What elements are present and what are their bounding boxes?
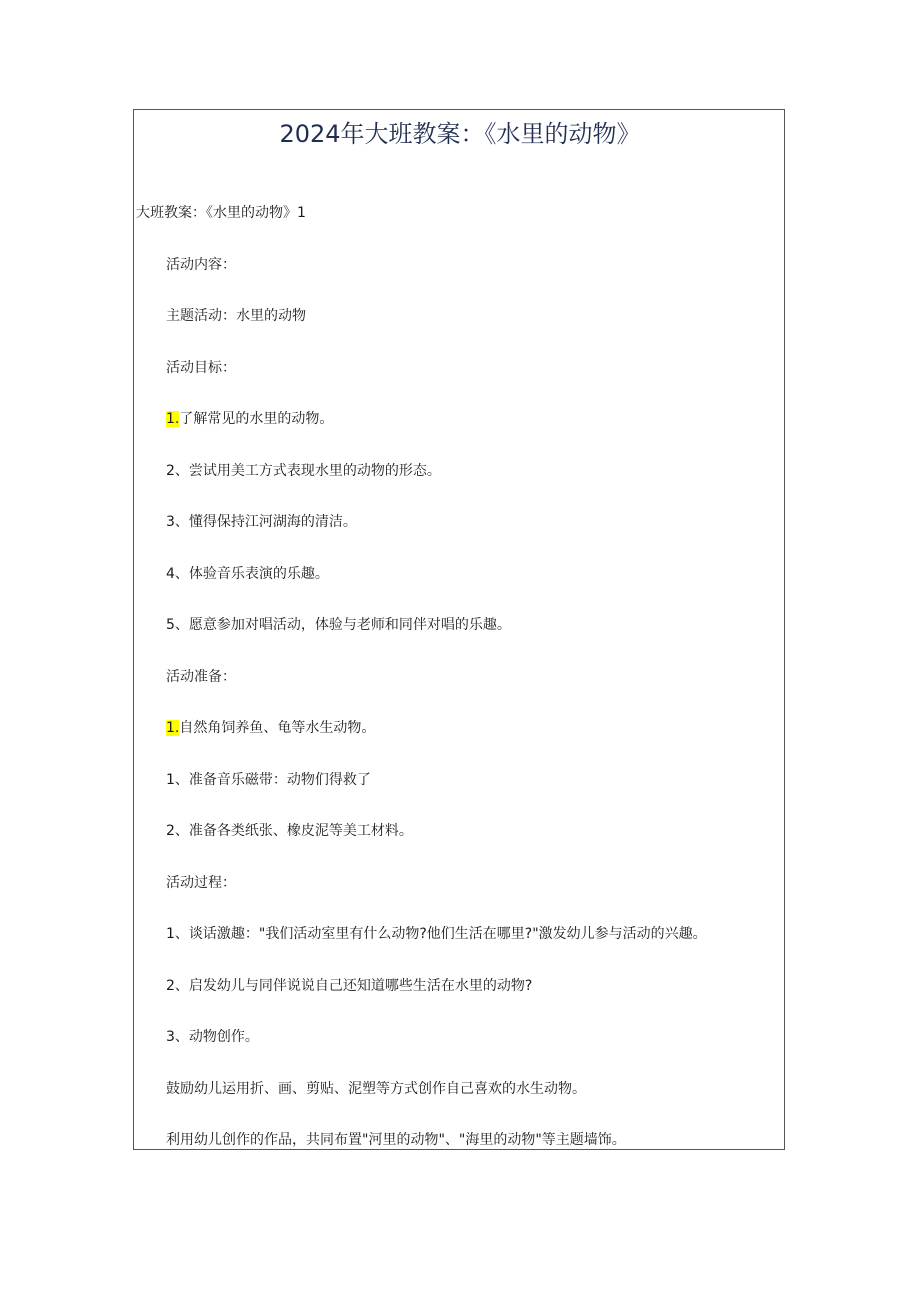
section-heading: 大班教案：《水里的动物》1 — [136, 205, 306, 221]
paragraph-line: 活动内容： — [166, 257, 236, 273]
paragraph-line: 活动过程： — [166, 875, 236, 891]
list-item — [166, 718, 375, 738]
paragraph-line: 鼓励幼儿运用折、画、剪贴、泥塑等方式创作自己喜欢的水生动物。 — [166, 1081, 586, 1097]
list-item — [166, 409, 333, 429]
paragraph-line: 活动准备： — [166, 669, 236, 685]
list-item-text: 了解常见的水里的动物。 — [179, 411, 334, 427]
highlighted-list-marker: 1. — [166, 720, 180, 736]
list-item: 1、准备音乐磁带：动物们得救了 — [166, 772, 371, 788]
list-item: 4、体验音乐表演的乐趣。 — [166, 566, 329, 582]
list-item: 3、动物创作。 — [166, 1029, 259, 1045]
list-item: 2、启发幼儿与同伴说说自己还知道哪些生活在水里的动物? — [166, 978, 533, 994]
paragraph-line: 活动目标： — [166, 360, 236, 376]
document-title: 2024年大班教案：《水里的动物》 — [279, 120, 641, 148]
paragraph-line: 主题活动：水里的动物 — [166, 308, 306, 324]
list-item: 5、愿意参加对唱活动，体验与老师和同伴对唱的乐趣。 — [166, 617, 511, 633]
list-item: 2、准备各类纸张、橡皮泥等美工材料。 — [166, 823, 413, 839]
list-item: 3、懂得保持江河湖海的清洁。 — [166, 514, 357, 530]
list-item: 2、尝试用美工方式表现水里的动物的形态。 — [166, 463, 441, 479]
list-item: 1、谈话激趣："我们活动室里有什么动物?他们生活在哪里?"激发幼儿参与活动的兴趣。 — [166, 926, 707, 942]
highlighted-list-marker: 1. — [166, 411, 180, 427]
list-item-text: 自然角饲养鱼、龟等水生动物。 — [179, 720, 376, 736]
paragraph-line: 利用幼儿创作的作品，共同布置"河里的动物"、"海里的动物"等主题墙饰。 — [166, 1132, 626, 1148]
